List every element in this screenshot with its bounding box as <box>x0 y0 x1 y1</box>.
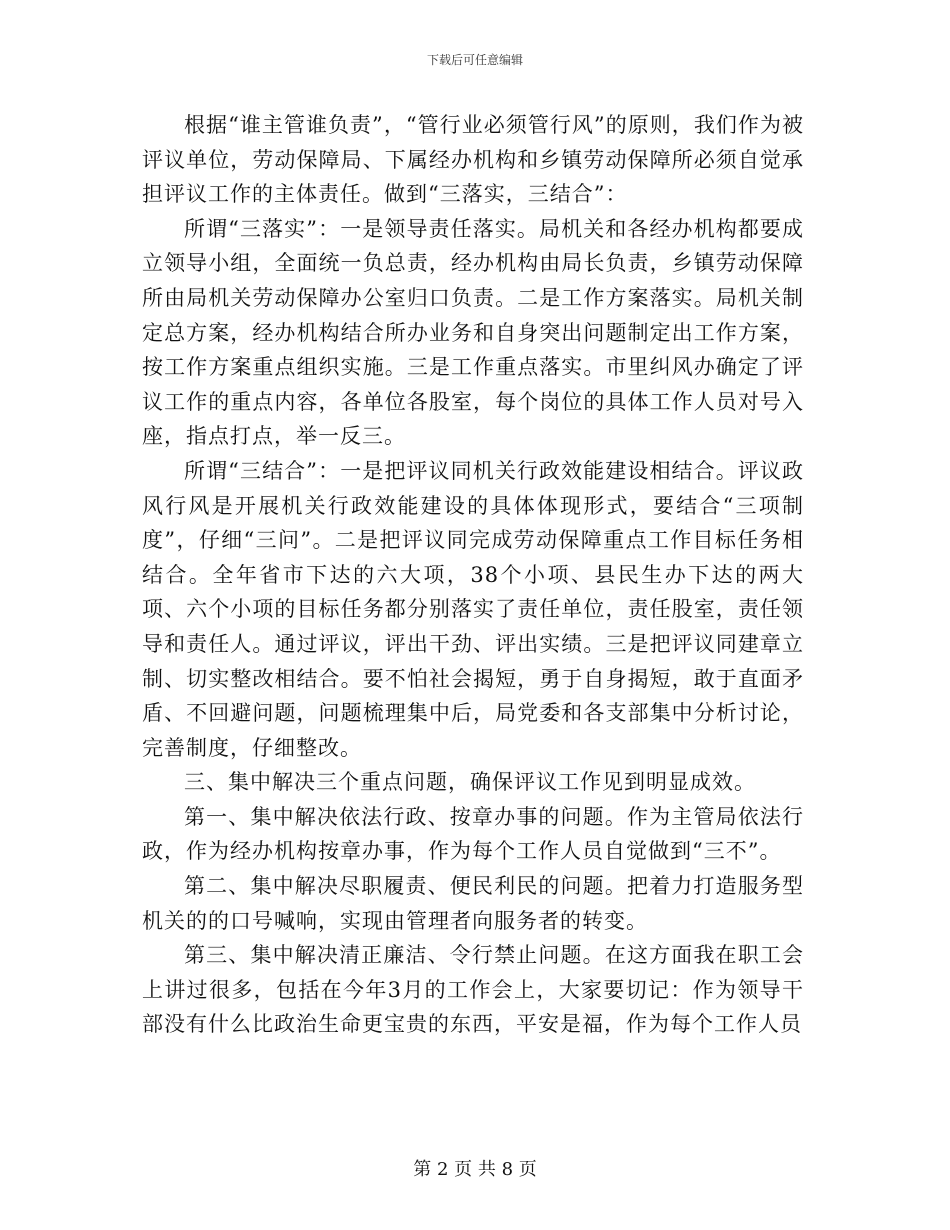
page-footer <box>0 1158 950 1182</box>
page-number: 第 2 页 共 8 页 <box>413 1159 537 1180</box>
section-heading-three: 三、集中解决三个重点问题，确保评议工作见到明显成效。 <box>184 770 756 795</box>
page-header <box>0 52 950 68</box>
paragraph-third-issue: 第三、集中解决清正廉洁、令行禁止问题。在这方面我在职工会上讲过很多，包括在今年3月的工作会上，大家要切记：作为领导干部没有什么比政治生命更宝贵的东西，平安是福，作为每个工作人员 <box>142 943 804 1037</box>
paragraph-three-implementations: 所谓“三落实”：一是领导责任落实。局机关和各经办机构都要成立领导小组，全面统一负总责，经办机构由局长负责，乡镇劳动保障所由局机关劳动保障办公室归口负责。二是工作方案落实。局机关制定总方案，经办机构结合所办业务和自身突出问题制定出工作方案，按工作方案重点组织实施。三是工作重点落实。市里纠风办确定了评议工作的重点内容，各单位各股室，每个岗位的具体工作人员对号入座，指点打点，举一反三。 <box>142 216 804 449</box>
paragraph-second-issue: 第二、集中解决尽职履责、便民利民的问题。把着力打造服务型机关的的口号喊响，实现由管理者向服务者的转变。 <box>142 874 804 933</box>
paragraph-three-combinations: 所谓“三结合”：一是把评议同机关行政效能建设相结合。评议政风行风是开展机关行政效能建设的具体体现形式，要结合“三项制度”，仔细“三问”。二是把评议同完成劳动保障重点工作目标任务相结合。全年省市下达的六大项，38个小项、县民生办下达的两大项、六个小项的目标任务都分别落实了责任单位，责任股室，责任领导和责任人。通过评议，评出干劲、评出实绩。三是把评议同建章立制、切实整改相结合。要不怕社会揭短，勇于自身揭短，敢于直面矛盾、不回避问题，问题梳理集中后，局党委和各支部集中分析讨论，完善制度，仔细整改。 <box>142 458 804 760</box>
paragraph-principle: 根据“谁主管谁负责”，“管行业必须管行风”的原则，我们作为被评议单位，劳动保障局、下属经办机构和乡镇劳动保障所必须自觉承担评议工作的主体责任。做到“三落实，三结合”： <box>142 113 804 207</box>
paragraph-first-issue: 第一、集中解决依法行政、按章办事的问题。作为主管局依法行政，作为经办机构按章办事，作为每个工作人员自觉做到“三不”。 <box>142 804 804 864</box>
header-note: 下载后可任意编辑 <box>426 53 523 67</box>
document-body <box>142 108 804 1042</box>
